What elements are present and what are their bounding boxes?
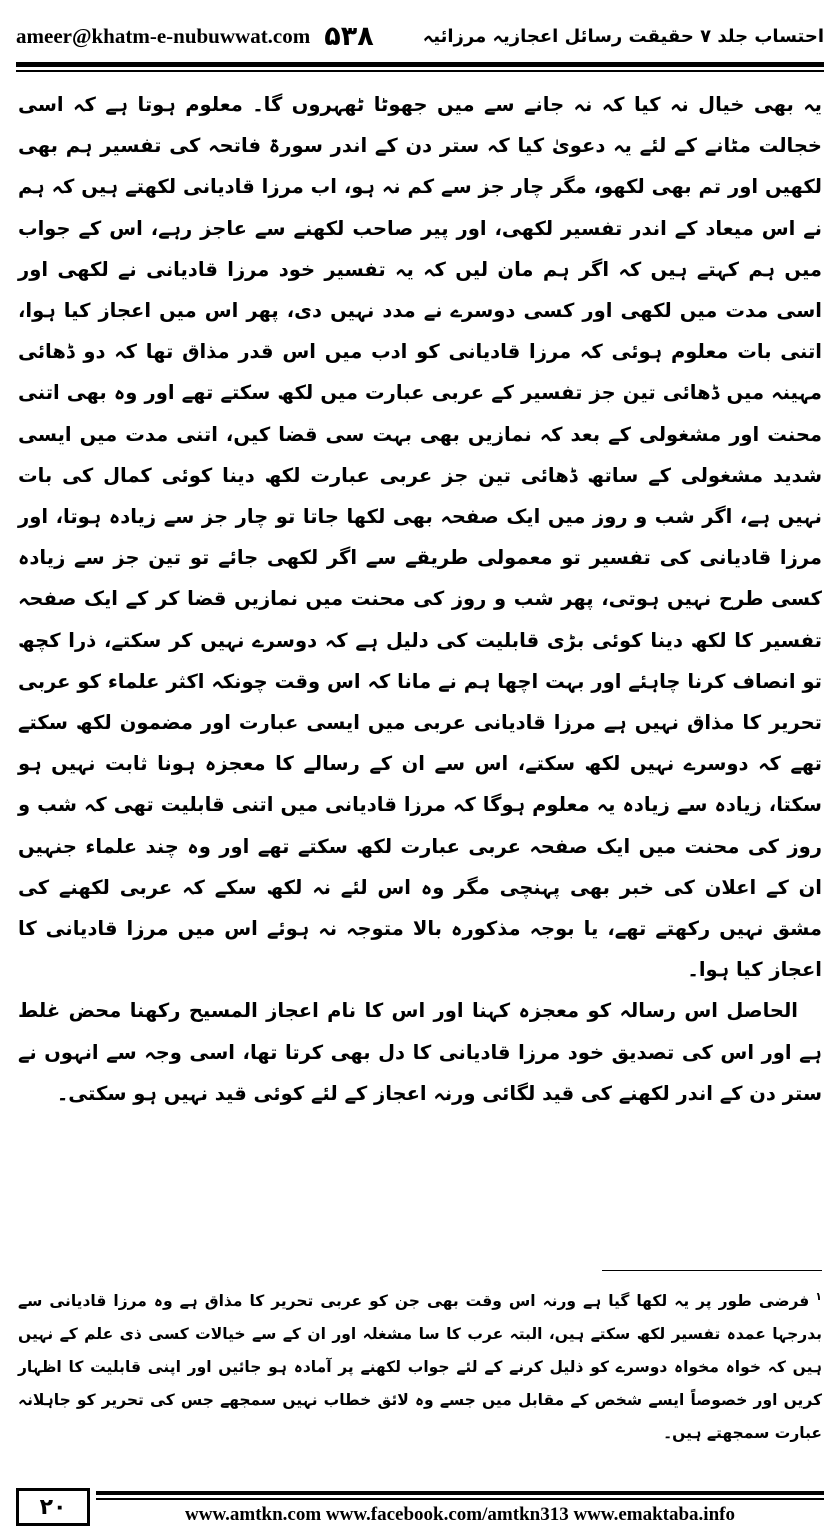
footnote-marker: ۱ [815,1290,822,1303]
page-header [16,14,824,58]
footer-rule-thick [96,1491,824,1495]
header-rule-thick [16,62,824,67]
footnote [18,1280,822,1450]
footer-rule-thin [96,1498,824,1500]
header-left [16,21,374,52]
footer-urls: www.amtkn.com www.facebook.com/amtkn313 www.emaktaba.info [185,1504,735,1525]
header-email: ameer@khatm-e-nubuwwat.com [16,23,311,48]
footnote-divider [602,1270,822,1271]
header-rule-thin [16,70,824,72]
main-text [18,84,822,1114]
header-page-number: ۵۳۸ [324,20,374,52]
header-title: احتساب جلد ۷ حقیقت رسائل اعجازیہ مرزائیہ [422,25,824,47]
paragraph-1: یہ بھی خیال نہ کیا کہ نہ جانے سے میں جھوٹا ٹھہروں گا۔ معلوم ہوتا ہے کہ اسی خجالت مٹانے کے لئے یہ دعویٰ کیا کہ ستر دن کے اندر سورۃ فاتحہ کی تفسیر ہم بھی لکھیں اور تم بھی لکھو، مگر چار جز سے کم نہ ہو، اب مرزا قادیانی لکھتے ہیں کہ ہم نے اس میعاد کے اندر تفسیر لکھی، اور پیر صاحب لکھنے سے عاجز رہے، اس کے جواب میں ہم کہتے ہیں کہ اگر ہم مان لیں کہ یہ تفسیر خود مرزا قادیانی نے لکھی اور اسی مدت میں لکھی اور کسی دوسرے نے مدد نہیں دی، پھر اس میں اعجاز کیا ہوا، اتنی بات معلوم ہوئی کہ مرزا قادیانی کو ادب میں اس قدر مذاق تھا کہ دو ڈھائی مہینہ میں ڈھائی تین جز تفسیر کے عربی عبارت میں لکھ سکتے تھے اور وہ بھی اتنی محنت اور مشغولی کے بعد کہ نمازیں بھی بہت سی قضا کیں، اتنی مدت میں ایسی شدید مشغولی کے ساتھ ڈھائی تین جز عربی عبارت لکھ دینا کوئی کمال کی بات نہیں ہے، اگر شب و روز میں ایک صفحہ بھی لکھا جاتا تو چار جز سے زیادہ ہوتا، اور مرزا قادیانی کی تفسیر تو معمولی طریقے سے اگر لکھی جائے تو تین جز سے زیادہ کسی طرح نہیں ہوتی، پھر شب و روز کی محنت میں نمازیں قضا کر کے ایک صفحہ تفسیر کا لکھ دینا کوئی بڑی قابلیت کی دلیل ہے کہ دوسرے نہیں کر سکتے، ذرا کچھ تو انصاف کرنا چاہئے اور بہت اچھا ہم نے مانا کہ اس وقت چونکہ اکثر علماء کو عربی تحریر کا مذاق نہیں ہے مرزا قادیانی عربی میں ایسی عبارت اور مضمون لکھ سکتے تھے کہ دوسرے نہیں لکھ سکتے، اس سے ان کے رسالے کا معجزہ ہونا ثابت نہیں ہو سکتا، زیادہ سے زیادہ یہ معلوم ہوگا کہ مرزا قادیانی میں اتنی قابلیت تھی کہ شب و روز کی محنت میں ایک صفحہ عربی عبارت لکھ سکتے تھے اور وہ چند علماء جنہیں ان کے اعلان کی خبر بھی پہنچی مگر وہ اس لئے نہ لکھ سکے کہ عربی لکھنے کی مشق نہیں رکھتے تھے، یا بوجہ مذکورہ بالا متوجہ نہ ہوئے اس میں مرزا قادیانی کا اعجاز کیا ہوا۔ [18,93,822,982]
footer-bar [96,1491,824,1526]
footnote-text: فرضی طور پر یہ لکھا گیا ہے ورنہ اس وقت بھی جن کو عربی تحریر کا مذاق ہے وہ مرزا قادیانی سے بدرجہا عمدہ تفسیر لکھ سکتے ہیں، البتہ عرب کا سا مشغلہ اور ان کے سے خیالات کسی ذی علم کے نہیں ہیں کہ خواہ مخواہ دوسرے کو ذلیل کرنے کے لئے جواب لکھنے پر آمادہ ہو جائیں اور اپنی قابلیت کا اظہار کریں اور خصوصاً ایسے شخص کے مقابل میں جسے وہ لائق خطاب نہیں سمجھے جس کی تحریر کو جاہلانہ عبارت سمجھتے ہیں۔ [18,1292,822,1443]
footer-page-number: ۲۰ [16,1488,90,1526]
paragraph-2: الحاصل اس رسالہ کو معجزہ کہنا اور اس کا نام اعجاز المسیح رکھنا محض غلط ہے اور اس کی تصدیق خود مرزا قادیانی کا دل بھی کرتا تھا، اسی وجہ سے انہوں نے ستر دن کے اندر لکھنے کی قید لگائی ورنہ اعجاز کے لئے کوئی قید نہیں ہو سکتی۔ [18,999,822,1105]
page-footer [16,1486,824,1526]
